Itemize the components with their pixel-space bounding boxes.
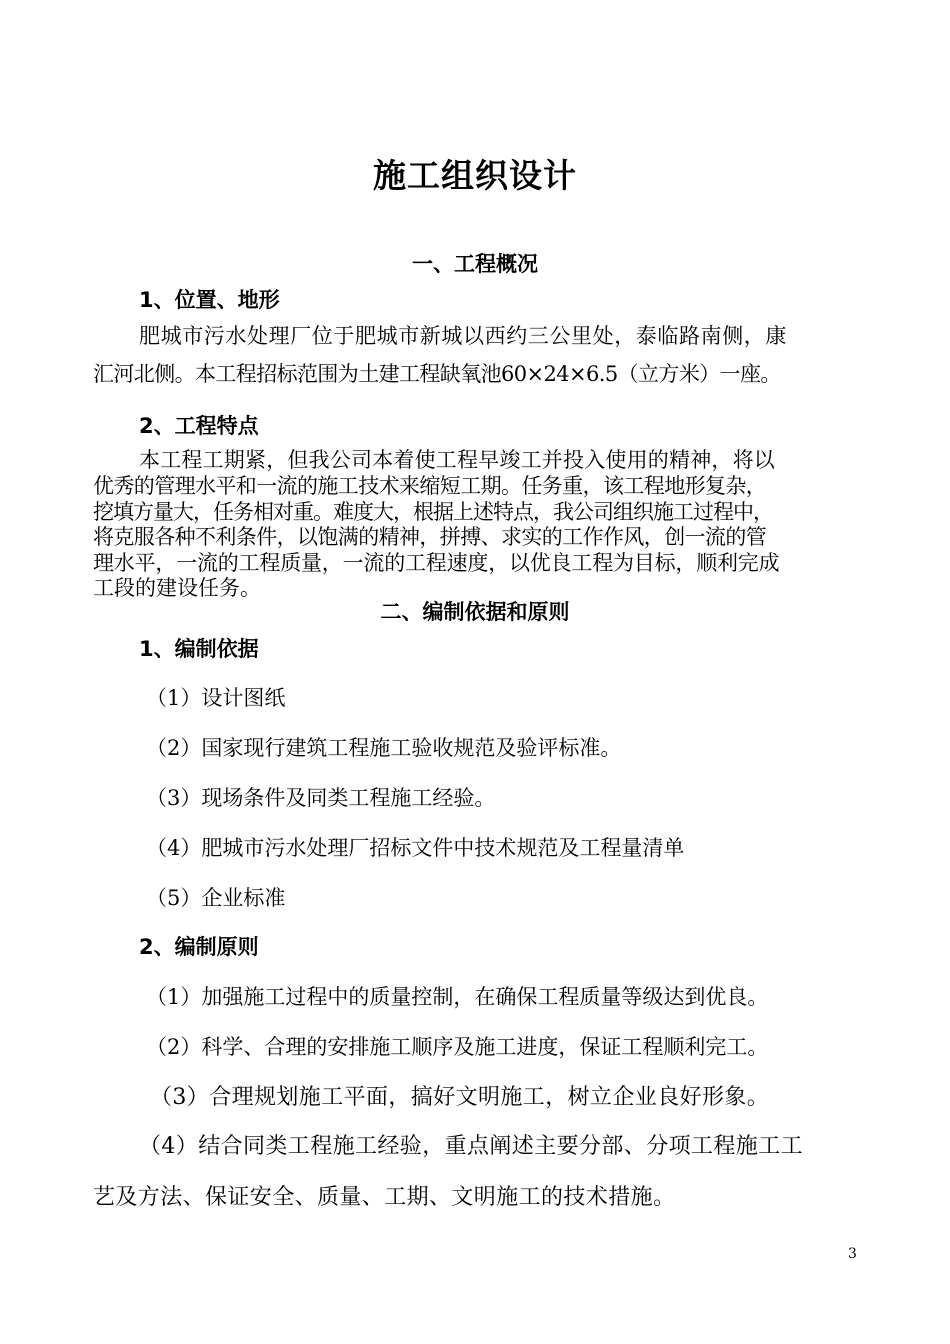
paragraph-line: 优秀的管理水平和一流的施工技术来缩短工期。任务重，该工程地形复杂， [93, 474, 767, 498]
subheading-basis: 1、编制依据 [139, 637, 259, 661]
list-item: 艺及方法、保证安全、质量、工期、文明施工的技术措施。 [93, 1185, 676, 1210]
list-item: （2）科学、合理的安排施工顺序及施工进度，保证工程顺利完工。 [146, 1035, 769, 1059]
list-item: （2）国家现行建筑工程施工验收规范及验评标准。 [146, 736, 622, 760]
paragraph-line: 工段的建设任务。 [93, 576, 261, 600]
paragraph-line: 将克服各种不利条件，以饱满的精神，拼搏、求实的工作作风，创一流的管 [93, 525, 767, 549]
paragraph-line: 挖填方量大，任务相对重。难度大，根据上述特点，我公司组织施工过程中， [93, 500, 773, 524]
section-heading-basis: 二、编制依据和原则 [380, 600, 570, 624]
page-number: 3 [848, 1246, 857, 1262]
list-item: （1）设计图纸 [146, 686, 286, 710]
list-item: （4）肥城市污水处理厂招标文件中技术规范及工程量清单 [146, 836, 685, 860]
paragraph-line: 肥城市污水处理厂位于肥城市新城以西约三公里处，泰临路南侧，康 [139, 324, 787, 348]
list-item: （3）合理规划施工平面，搞好文明施工，树立企业良好形象。 [150, 1085, 770, 1110]
document-title: 施工组织设计 [373, 156, 577, 195]
list-item: （3）现场条件及同类工程施工经验。 [146, 786, 496, 810]
list-item: （5）企业标准 [146, 886, 286, 910]
subheading-features: 2、工程特点 [139, 414, 259, 438]
list-item: （4）结合同类工程施工经验，重点阐述主要分部、分项工程施工工 [139, 1134, 803, 1159]
paragraph-line: 本工程工期紧，但我公司本着使工程早竣工并投入使用的精神，将以 [139, 448, 775, 472]
paragraph-line: 汇河北侧。本工程招标范围为土建工程缺氧池60×24×6.5（立方米）一座。 [93, 362, 781, 386]
list-item: （1）加强施工过程中的质量控制，在确保工程质量等级达到优良。 [146, 985, 769, 1009]
section-heading-overview: 一、工程概况 [412, 252, 538, 276]
subheading-location: 1、位置、地形 [139, 288, 280, 312]
subheading-principles: 2、编制原则 [139, 935, 259, 959]
paragraph-line: 理水平，一流的工程质量，一流的工程速度，以优良工程为目标，顺利完成 [93, 551, 780, 575]
